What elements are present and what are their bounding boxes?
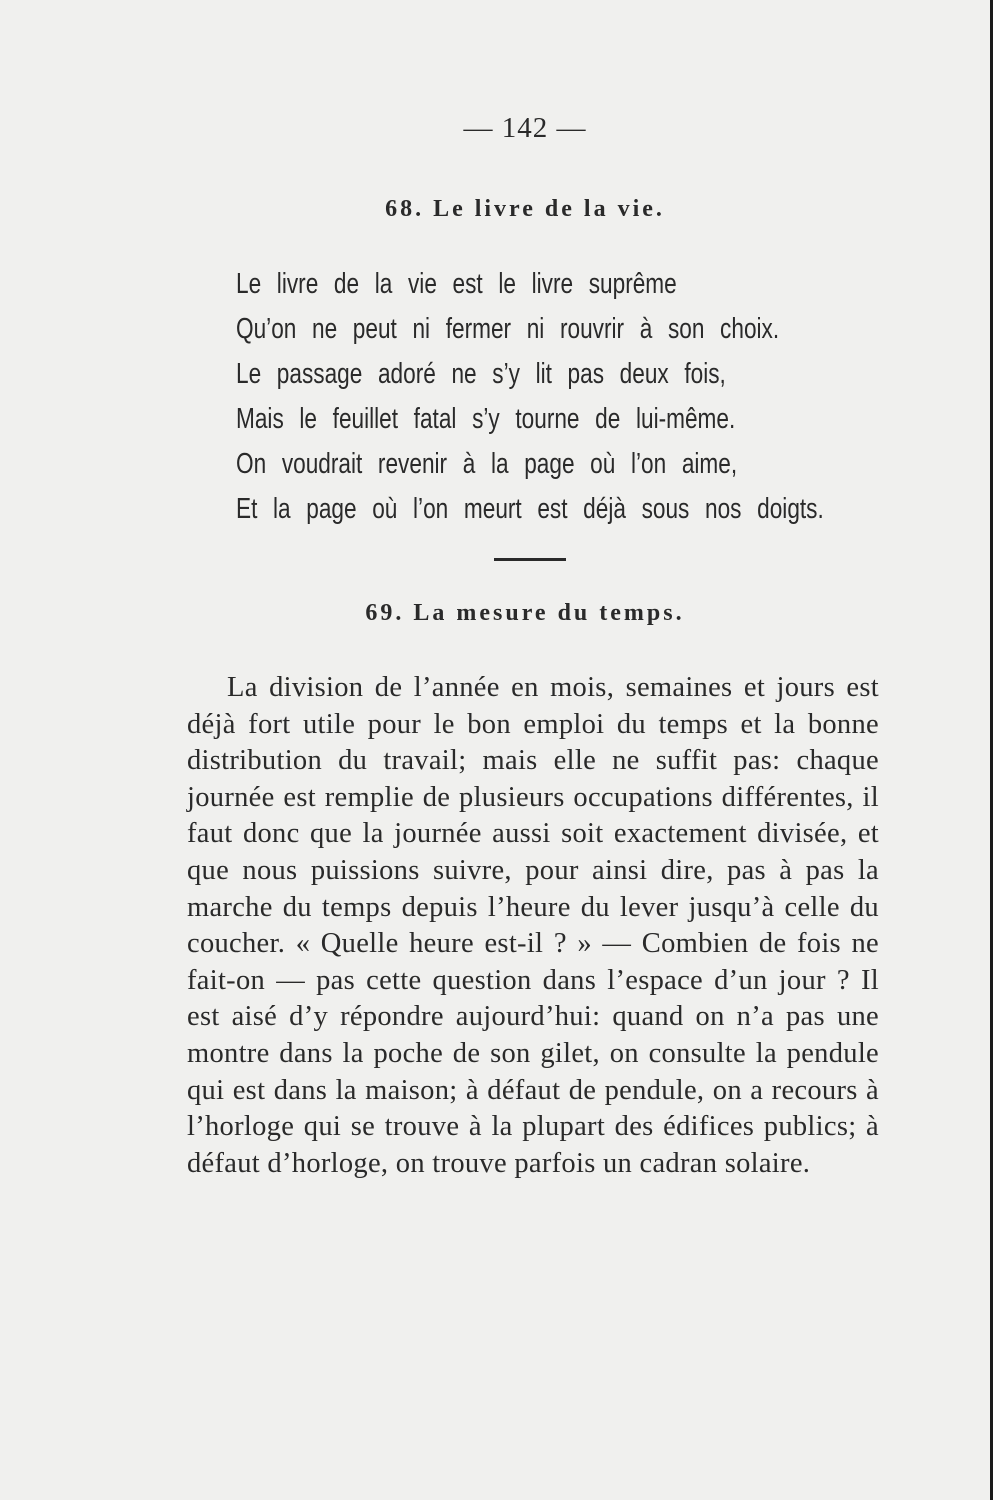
section-68-title: 68. Le livre de la vie.	[385, 196, 665, 222]
page-number: — 142 —	[463, 112, 587, 144]
poem-line: On voudrait revenir à la page où l’on aime,	[236, 448, 738, 480]
poem-line: Et la page où l’on meurt est déjà sous nos doigts.	[236, 493, 824, 525]
section-divider	[494, 558, 566, 561]
poem-line: Mais le feuillet fatal s’y tourne de lui-même.	[236, 403, 736, 435]
poem-line: Qu’on ne peut ni fermer ni rouvrir à son choix.	[236, 313, 780, 345]
poem-line: Le passage adoré ne s’y lit pas deux fois,	[236, 358, 726, 390]
section-69-paragraph: La division de l’année en mois, semaines et jours est déjà fort utile pour le bon emploi du temps et la bonne distribution du travail; mais elle ne suffit pas: chaque journée est remplie de plusieurs occupations différentes, il faut donc que la journée aussi soit exactement divisée, et que nous puissions suivre, pour ainsi dire, pas à pas la marche du temps depuis l’heure du lever jusqu’à celle du coucher. « Quelle heure est-il ? » — Combien de fois ne fait-on — pas cette question dans l’espace d’un jour ? Il est aisé d’y répondre aujourd’hui: quand on n’a pas une montre dans la poche de son gilet, on consulte la pendule qui est dans la maison; à défaut de pendule, on a recours à l’horloge qui se trouve à la plupart des édifices publics; à défaut d’horloge, on trouve parfois un cadran solaire.	[187, 672, 879, 1179]
section-69-title: 69. La mesure du temps.	[365, 600, 685, 626]
poem-line: Le livre de la vie est le livre suprême	[236, 268, 677, 300]
poem-68	[236, 262, 824, 532]
